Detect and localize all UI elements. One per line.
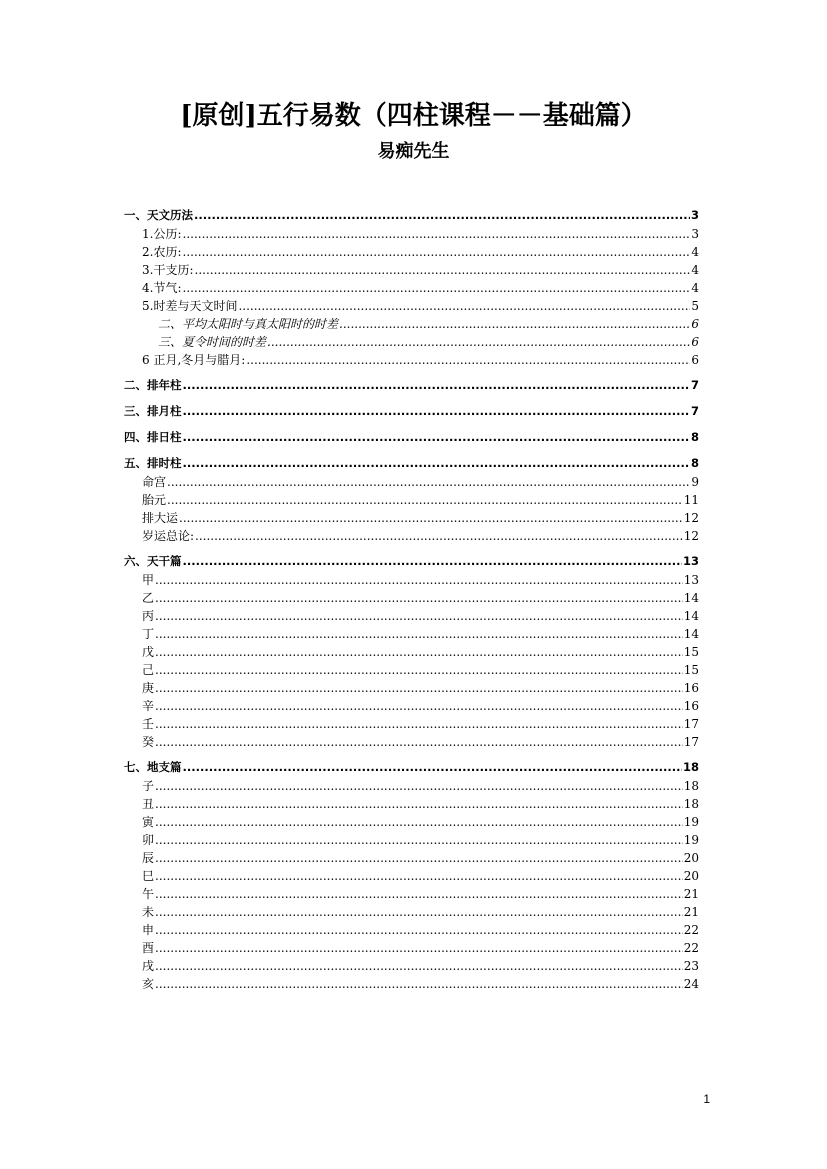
toc-entry-label: 乙 (142, 591, 155, 605)
toc-entry-level-2[interactable] (124, 957, 699, 975)
toc-leader-dots (155, 957, 683, 975)
toc-leader-dots (246, 351, 690, 369)
toc-entry-label: 二、平均太阳时与真太阳时的时差 (158, 317, 339, 331)
toc-entry-level-2[interactable] (124, 679, 699, 697)
toc-entry-label: 子 (142, 779, 155, 793)
toc-entry-label: 三、排月柱 (124, 404, 182, 418)
toc-entry-level-2[interactable] (124, 733, 699, 751)
toc-entry-level-2[interactable] (124, 607, 699, 625)
toc-entry-page: 14 (683, 609, 699, 623)
toc-entry-label: 排大运 (142, 511, 179, 525)
toc-entry-page: 17 (683, 717, 699, 731)
toc-leader-dots (183, 757, 682, 777)
toc-leader-dots (155, 733, 683, 751)
toc-entry-level-2[interactable] (124, 643, 699, 661)
toc-entry-label: 1.公历: (142, 227, 182, 241)
toc-entry-label: 丑 (142, 797, 155, 811)
toc-leader-dots (183, 375, 690, 395)
toc-entry-page: 13 (682, 554, 699, 568)
toc-entry-level-1[interactable] (124, 551, 699, 571)
page-number: 1 (703, 1092, 710, 1106)
toc-entry-label: 申 (142, 923, 155, 937)
toc-entry-level-2[interactable] (124, 527, 699, 545)
toc-entry-page: 24 (683, 977, 699, 991)
toc-entry-page: 22 (683, 941, 699, 955)
toc-entry-label: 二、排年柱 (124, 378, 182, 392)
toc-entry-page: 18 (682, 760, 699, 774)
toc-entry-label: 七、地支篇 (124, 760, 182, 774)
toc-entry-level-2[interactable] (124, 509, 699, 527)
toc-leader-dots (155, 777, 683, 795)
toc-entry-page: 16 (683, 681, 699, 695)
toc-entry-label: 4.节气: (142, 281, 182, 295)
toc-leader-dots (339, 315, 690, 333)
toc-entry-page: 4 (691, 263, 699, 277)
toc-entry-level-2[interactable] (124, 473, 699, 491)
toc-entry-level-2[interactable] (124, 261, 699, 279)
toc-leader-dots (267, 333, 690, 351)
toc-entry-label: 甲 (142, 573, 155, 587)
toc-leader-dots (183, 453, 690, 473)
toc-entry-page: 23 (683, 959, 699, 973)
toc-entry-label: 3.干支历: (142, 263, 194, 277)
toc-entry-level-2[interactable] (124, 921, 699, 939)
toc-entry-page: 18 (683, 797, 699, 811)
toc-entry-level-2[interactable] (124, 715, 699, 733)
toc-entry-label: 辰 (142, 851, 155, 865)
toc-entry-level-2[interactable] (124, 777, 699, 795)
toc-entry-label: 戊 (142, 645, 155, 659)
toc-entry-page: 13 (683, 573, 699, 587)
toc-leader-dots (155, 975, 683, 993)
toc-entry-level-2[interactable] (124, 661, 699, 679)
toc-leader-dots (167, 473, 690, 491)
toc-entry-label: 卯 (142, 833, 155, 847)
toc-entry-page: 14 (683, 591, 699, 605)
toc-entry-page: 12 (683, 529, 699, 543)
toc-entry-level-2[interactable] (124, 297, 699, 315)
toc-entry-page: 21 (683, 905, 699, 919)
toc-leader-dots (155, 715, 683, 733)
toc-entry-level-2[interactable] (124, 243, 699, 261)
toc-entry-page: 7 (690, 378, 699, 392)
toc-entry-page: 19 (683, 833, 699, 847)
toc-entry-level-2[interactable] (124, 697, 699, 715)
toc-entry-level-2[interactable] (124, 849, 699, 867)
toc-entry-label: 壬 (142, 717, 155, 731)
toc-entry-page: 14 (683, 627, 699, 641)
toc-entry-level-1[interactable] (124, 427, 699, 447)
toc-entry-label: 未 (142, 905, 155, 919)
toc-entry-level-1[interactable] (124, 375, 699, 395)
toc-entry-page: 4 (691, 245, 699, 259)
toc-entry-level-2[interactable] (124, 589, 699, 607)
toc-leader-dots (238, 297, 690, 315)
toc-entry-label: 亥 (142, 977, 155, 991)
toc-leader-dots (167, 491, 683, 509)
toc-leader-dots (155, 795, 683, 813)
table-of-contents (124, 205, 699, 993)
toc-entry-label: 丁 (142, 627, 155, 641)
toc-entry-page: 6 (691, 317, 699, 331)
toc-leader-dots (155, 625, 683, 643)
toc-entry-label: 胎元 (142, 493, 167, 507)
toc-leader-dots (155, 571, 683, 589)
toc-entry-level-3[interactable] (124, 315, 699, 333)
toc-entry-page: 7 (690, 404, 699, 418)
toc-leader-dots (183, 401, 690, 421)
toc-entry-label: 辛 (142, 699, 155, 713)
toc-entry-label: 一、天文历法 (124, 208, 193, 222)
toc-entry-label: 2.农历: (142, 245, 182, 259)
toc-entry-page: 6 (691, 353, 699, 367)
document-author: 易痴先生 (377, 141, 450, 162)
toc-entry-page: 20 (683, 851, 699, 865)
toc-entry-level-2[interactable] (124, 885, 699, 903)
toc-leader-dots (183, 225, 691, 243)
toc-entry-page: 8 (690, 430, 699, 444)
toc-entry-level-1[interactable] (124, 757, 699, 777)
toc-entry-level-2[interactable] (124, 795, 699, 813)
toc-entry-page: 3 (691, 227, 699, 241)
toc-entry-page: 9 (691, 475, 699, 489)
toc-entry-page: 5 (691, 299, 699, 313)
toc-entry-label: 寅 (142, 815, 155, 829)
toc-leader-dots (155, 939, 683, 957)
toc-entry-label: 三、夏令时间的时差 (158, 335, 267, 349)
toc-leader-dots (179, 509, 683, 527)
toc-leader-dots (155, 589, 683, 607)
toc-entry-page: 22 (683, 923, 699, 937)
toc-leader-dots (155, 661, 683, 679)
toc-leader-dots (195, 527, 683, 545)
toc-entry-level-2[interactable] (124, 867, 699, 885)
toc-entry-label: 癸 (142, 735, 155, 749)
toc-entry-level-2[interactable] (124, 351, 699, 369)
toc-leader-dots (155, 607, 683, 625)
toc-entry-label: 5.时差与天文时间 (142, 299, 238, 313)
toc-entry-level-1[interactable] (124, 453, 699, 473)
toc-entry-label: 丙 (142, 609, 155, 623)
toc-leader-dots (155, 903, 683, 921)
toc-entry-label: 庚 (142, 681, 155, 695)
toc-leader-dots (194, 205, 690, 225)
toc-leader-dots (155, 867, 683, 885)
toc-entry-label: 命宫 (142, 475, 167, 489)
toc-entry-page: 3 (690, 208, 699, 222)
toc-entry-label: 6 正月,冬月与腊月: (142, 353, 246, 367)
toc-leader-dots (155, 831, 683, 849)
toc-entry-label: 四、排日柱 (124, 430, 182, 444)
toc-entry-page: 12 (683, 511, 699, 525)
toc-entry-level-3[interactable] (124, 333, 699, 351)
toc-entry-label: 午 (142, 887, 155, 901)
toc-leader-dots (183, 427, 690, 447)
toc-entry-level-2[interactable] (124, 225, 699, 243)
toc-entry-label: 戌 (142, 959, 155, 973)
toc-leader-dots (155, 643, 683, 661)
toc-entry-level-2[interactable] (124, 571, 699, 589)
toc-entry-label: 酉 (142, 941, 155, 955)
toc-entry-level-2[interactable] (124, 939, 699, 957)
toc-entry-level-2[interactable] (124, 975, 699, 993)
toc-entry-level-2[interactable] (124, 279, 699, 297)
toc-entry-level-2[interactable] (124, 625, 699, 643)
toc-entry-label: 五、排时柱 (124, 456, 182, 470)
toc-leader-dots (155, 697, 683, 715)
toc-entry-page: 20 (683, 869, 699, 883)
toc-entry-page: 8 (690, 456, 699, 470)
toc-leader-dots (195, 261, 691, 279)
toc-entry-label: 岁运总论: (142, 529, 195, 543)
toc-leader-dots (183, 243, 691, 261)
toc-leader-dots (155, 885, 683, 903)
toc-entry-label: 己 (142, 663, 155, 677)
toc-leader-dots (155, 679, 683, 697)
toc-entry-label: 巳 (142, 869, 155, 883)
toc-leader-dots (183, 279, 691, 297)
toc-entry-level-2[interactable] (124, 831, 699, 849)
toc-entry-page: 4 (691, 281, 699, 295)
toc-entry-level-2[interactable] (124, 813, 699, 831)
document-title: [原创]五行易数（四柱课程－－基础篇） (180, 101, 647, 131)
toc-entry-level-1[interactable] (124, 401, 699, 421)
toc-entry-level-1[interactable] (124, 205, 699, 225)
toc-entry-page: 17 (683, 735, 699, 749)
toc-leader-dots (183, 551, 682, 571)
toc-entry-page: 21 (683, 887, 699, 901)
toc-entry-label: 六、天干篇 (124, 554, 182, 568)
toc-entry-page: 11 (683, 493, 699, 507)
toc-leader-dots (155, 849, 683, 867)
toc-entry-page: 19 (683, 815, 699, 829)
toc-leader-dots (155, 813, 683, 831)
toc-entry-page: 15 (683, 663, 699, 677)
toc-entry-page: 6 (691, 335, 699, 349)
toc-leader-dots (155, 921, 683, 939)
toc-entry-page: 18 (683, 779, 699, 793)
toc-entry-level-2[interactable] (124, 491, 699, 509)
toc-entry-level-2[interactable] (124, 903, 699, 921)
toc-entry-page: 16 (683, 699, 699, 713)
toc-entry-page: 15 (683, 645, 699, 659)
